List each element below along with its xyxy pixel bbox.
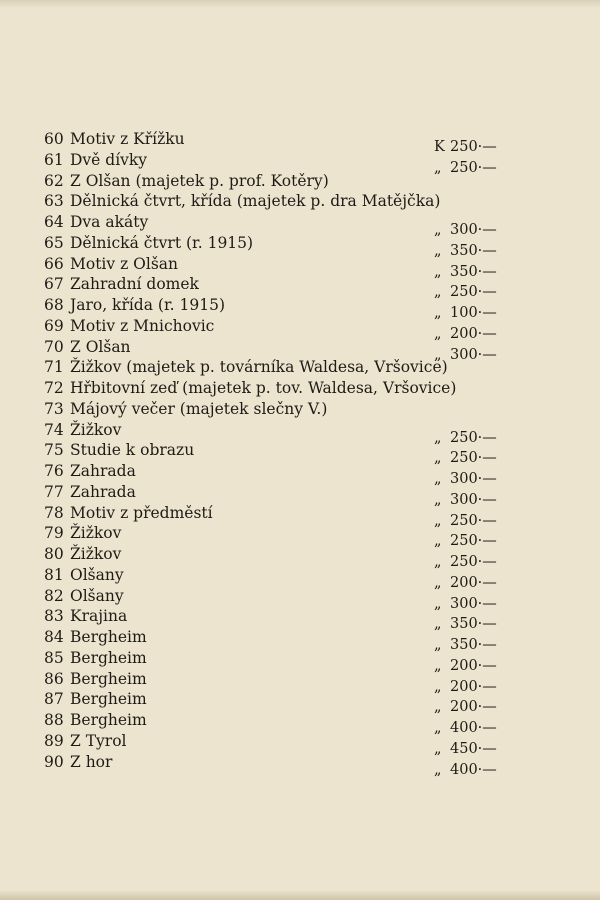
entry-number: 86 [44,669,64,688]
price-value: 350·— [450,637,497,653]
price-value: 300·— [450,346,497,363]
catalog-entry [44,129,514,155]
price-value: 200·— [450,699,497,716]
price-value: 300·— [450,595,497,612]
entry-title: Žižkov [70,524,122,543]
entry-number: 90 [44,752,64,771]
entry-title: Motiv z Křížku [70,130,185,148]
entry-number: 67 [44,275,64,294]
currency-mark: „ [434,346,442,363]
entry-number: 60 [44,130,64,148]
entry-number: 82 [44,586,64,605]
currency-mark: „ [434,242,442,259]
entry-number: 80 [44,545,64,563]
currency-mark: „ [434,305,442,321]
catalog-entry [44,316,514,342]
currency-mark: „ [434,159,442,176]
catalog-entry [44,565,514,591]
currency-mark: „ [434,325,442,342]
catalog-entry [44,399,514,420]
catalog-entry [44,191,514,212]
catalog-entry [44,648,514,674]
price-value: 400·— [450,761,497,778]
catalog-entry [44,233,514,259]
catalog-entry [44,254,514,280]
price-value: 250·— [450,159,497,176]
catalog-entry [44,689,514,716]
entry-title: Zahrada [70,462,136,480]
entry-title: Motiv z Olšan [70,254,179,273]
entry-number: 68 [44,296,64,314]
entry-title: Olšany [70,586,124,605]
price-value: 250·— [450,554,497,570]
price-value: 450·— [450,740,497,757]
entry-title: Žižkov (majetek p. továrníka Waldesa, Vršovice) [70,358,448,377]
entry-number: 75 [44,441,64,460]
currency-mark: „ [434,491,442,508]
currency-mark: „ [434,574,442,591]
entry-title: Dvě dívky [70,150,148,169]
entry-title: Zahrada [70,482,136,501]
catalog-entry [44,295,514,321]
catalog-entry [44,337,514,363]
price-value: 250·— [450,450,497,467]
currency-mark: „ [434,450,442,467]
catalog-entry [44,627,514,653]
entry-title: Dva akáty [70,213,149,231]
catalog-entry [44,731,514,757]
entry-title: Z Olšan (majetek p. prof. Kotěry) [70,171,329,190]
currency-mark: „ [434,512,442,529]
entry-title: Krajina [70,607,128,626]
currency-mark: „ [434,554,442,570]
entry-number: 66 [44,254,64,273]
entry-number: 70 [44,337,64,356]
price-value: 250·— [450,284,497,301]
entry-title: Hřbitovní zeď (majetek p. tov. Waldesa, Vršovice) [70,379,457,397]
entry-number: 79 [44,524,64,543]
catalog-entry [44,586,514,612]
entry-title: Motiv z předměstí [70,503,213,522]
entry-number: 89 [44,731,64,750]
entry-number: 73 [44,399,64,418]
currency-mark: „ [434,616,442,633]
catalog-entry [44,440,514,467]
catalog-entry [44,544,514,570]
currency-mark: „ [434,471,442,487]
entry-title: Bergheim [70,690,147,709]
currency-mark: „ [434,429,442,446]
currency-mark: „ [434,595,442,612]
entry-title: Žižkov [70,420,122,439]
currency-mark: „ [434,720,442,736]
entry-number: 81 [44,565,64,584]
entry-price [434,760,497,781]
entry-number: 63 [44,192,64,211]
entry-title: Motiv z Mnichovic [70,316,215,335]
price-value: 200·— [450,657,497,674]
entry-number: 69 [44,316,64,335]
price-value: 350·— [450,616,497,633]
entry-title: Žižkov [70,545,122,563]
entry-number: 78 [44,503,64,522]
entry-title: Bergheim [70,711,147,729]
entry-number: 76 [44,462,64,480]
catalog-entry [44,378,514,399]
catalog-entry [44,461,514,487]
entry-number: 74 [44,420,64,439]
catalog-entry [44,523,514,550]
entry-number: 62 [44,171,64,190]
entry-title: Dělnická čtvrt (r. 1915) [70,233,254,252]
entry-number: 85 [44,648,64,667]
entry-number: 88 [44,711,64,729]
currency-mark: „ [434,699,442,716]
entry-number: 84 [44,628,64,646]
entry-number: 61 [44,150,64,169]
catalog-entry [44,752,514,778]
entry-title: Májový večer (majetek slečny V.) [70,399,328,418]
currency-mark: „ [434,740,442,757]
currency-mark: „ [434,222,442,238]
currency-mark: „ [434,263,442,280]
price-value: 350·— [450,242,497,259]
price-value: 400·— [450,720,497,736]
catalog-entry [44,606,514,633]
price-value: 200·— [450,574,497,591]
catalog-entry [44,171,514,192]
entry-title: Bergheim [70,669,147,688]
entry-number: 72 [44,379,64,397]
catalog-entry [44,710,514,736]
entry-title: Bergheim [70,628,147,646]
entry-title: Z Tyrol [70,731,127,750]
catalog-entry [44,482,514,508]
catalog-entry [44,503,514,529]
entry-title: Studie k obrazu [70,441,195,460]
catalog-entry [44,357,514,378]
price-value: 200·— [450,325,497,342]
entry-number: 65 [44,233,64,252]
entry-title: Jaro, křída (r. 1915) [70,296,225,314]
entry-title: Dělnická čtvrt, křída (majetek p. dra Matějčka) [70,192,441,211]
currency-mark: „ [434,761,442,778]
price-value: 250·— [450,139,497,155]
catalog-entry [44,150,514,176]
currency-mark: „ [434,284,442,301]
currency-mark: K [434,139,445,155]
catalog-list [44,129,514,778]
price-value: 300·— [450,471,497,487]
price-value: 300·— [450,222,497,238]
price-value: 300·— [450,491,497,508]
catalog-entry [44,274,514,301]
entry-title: Z Olšan [70,337,131,356]
price-value: 250·— [450,429,497,446]
entry-number: 83 [44,607,64,626]
price-value: 100·— [450,305,497,321]
entry-title: Olšany [70,565,124,584]
currency-mark: „ [434,637,442,653]
price-value: 350·— [450,263,497,280]
price-value: 250·— [450,512,497,529]
entry-title: Z hor [70,752,113,771]
catalog-entry [44,212,514,238]
catalog-entry [44,420,514,446]
price-value: 250·— [450,533,497,550]
entry-number: 64 [44,213,64,231]
price-value: 200·— [450,678,497,695]
entry-title: Bergheim [70,648,147,667]
entry-number: 77 [44,482,64,501]
currency-mark: „ [434,678,442,695]
catalog-entry [44,669,514,695]
entry-number: 87 [44,690,64,709]
entry-title: Zahradní domek [70,275,199,294]
currency-mark: „ [434,657,442,674]
currency-mark: „ [434,533,442,550]
entry-number: 71 [44,358,64,377]
